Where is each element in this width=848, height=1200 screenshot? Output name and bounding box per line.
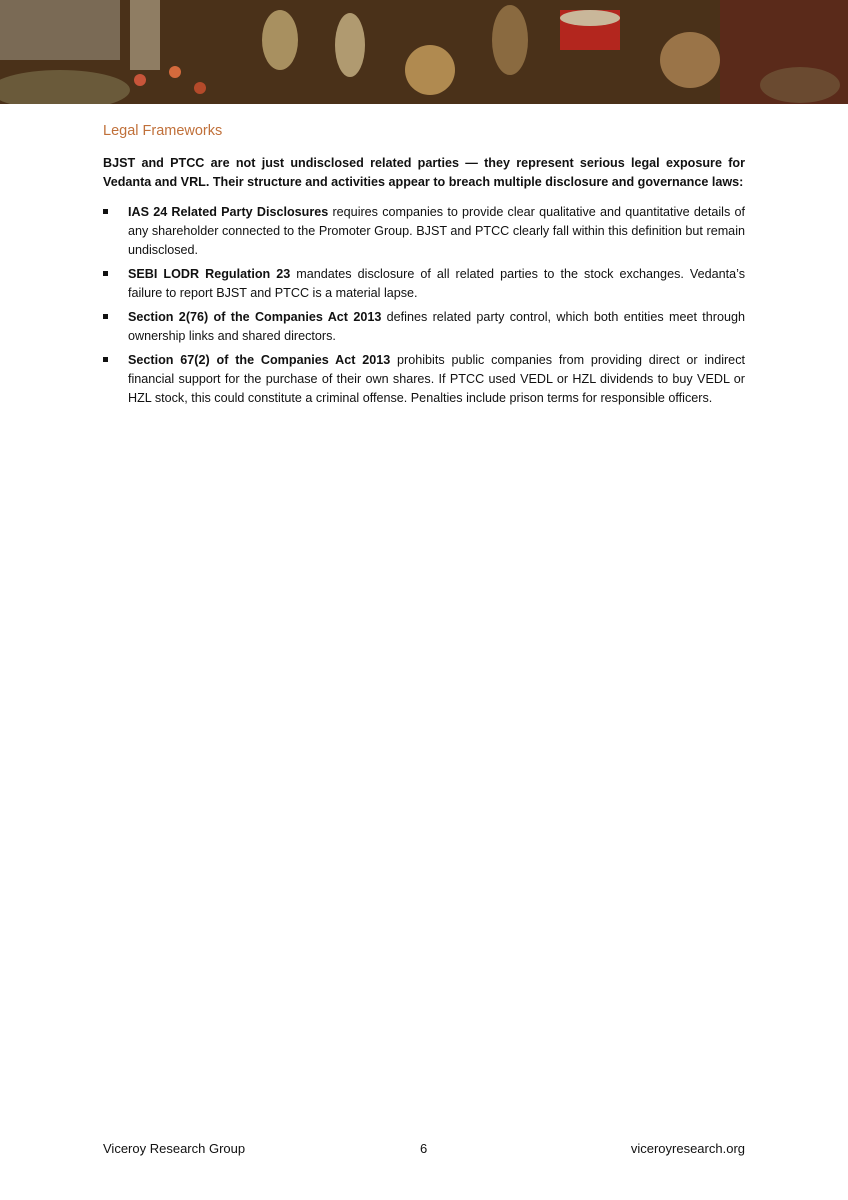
list-item bbox=[103, 308, 745, 346]
painting-illustration bbox=[0, 0, 848, 104]
footer-organization: Viceroy Research Group bbox=[103, 1141, 246, 1156]
square-bullet-icon bbox=[103, 357, 108, 362]
square-bullet-icon bbox=[103, 314, 108, 319]
section-heading: Legal Frameworks bbox=[103, 123, 223, 139]
list-item-lead: IAS 24 Related Party Disclosures bbox=[128, 205, 329, 219]
square-bullet-icon bbox=[103, 271, 108, 276]
intro-paragraph: BJST and PTCC are not just undisclosed related parties — they represent serious legal exposure for Vedanta and VRL. Their structure and activities appear to breach multiple disclosure and governance laws: bbox=[103, 156, 745, 189]
list-item bbox=[103, 351, 745, 408]
square-bullet-icon bbox=[103, 209, 108, 214]
page-footer bbox=[103, 1141, 745, 1161]
footer-website-link[interactable]: viceroyresearch.org bbox=[630, 1141, 745, 1156]
list-item bbox=[103, 203, 745, 260]
list-item-text: defines related party control, which both entities meet through ownership links and shared directors. bbox=[128, 310, 745, 343]
list-item-lead: Section 2(76) of the Companies Act 2013 bbox=[128, 310, 382, 324]
legal-framework-list bbox=[103, 203, 745, 413]
list-item-text: mandates disclosure of all related parties to the stock exchanges. Vedanta’s failure to report BJST and PTCC is a material lapse. bbox=[128, 267, 745, 300]
header-painting-banner bbox=[0, 0, 848, 104]
list-item-lead: Section 67(2) of the Companies Act 2013 bbox=[128, 353, 391, 367]
list-item-lead: SEBI LODR Regulation 23 bbox=[128, 267, 291, 281]
list-item-text: prohibits public companies from providing direct or indirect financial support for the purchase of their own shares. If PTCC used VEDL or HZL dividends to buy VEDL or HZL stock, this could constitute a criminal offense. Penalties include prison terms for responsible officers. bbox=[128, 353, 745, 405]
page-number: 6 bbox=[420, 1141, 428, 1156]
list-item bbox=[103, 265, 745, 303]
list-item-text: requires companies to provide clear qualitative and quantitative details of any shareholder connected to the Promoter Group. BJST and PTCC clearly fall within this definition but remain undisclosed. bbox=[128, 205, 745, 257]
